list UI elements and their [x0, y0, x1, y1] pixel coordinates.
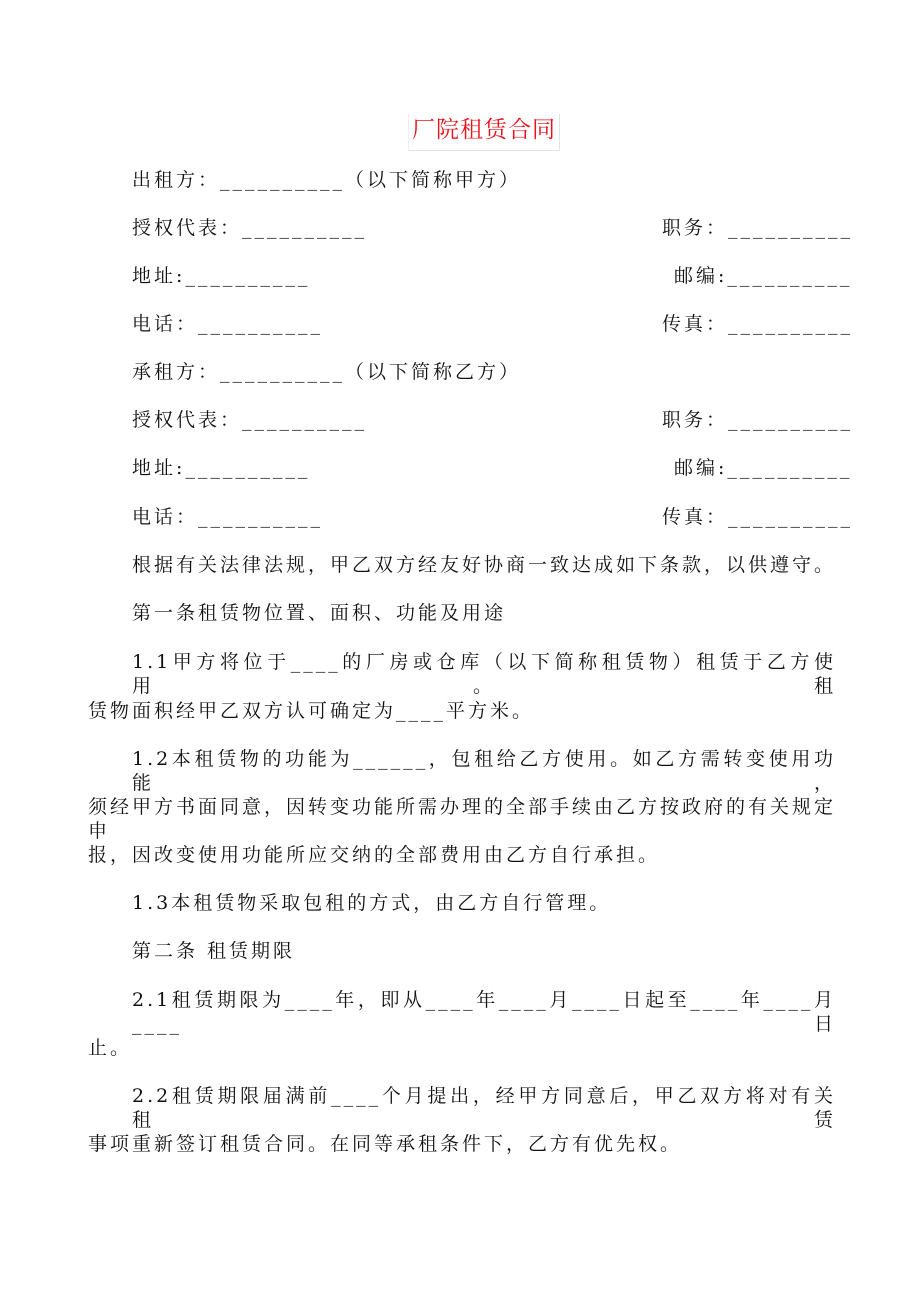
- clause-1-3: 1.3本租赁物采取包租的方式，由乙方自行管理。: [132, 892, 612, 914]
- lessee-party: 承租方：__________（以下简称乙方）: [132, 361, 522, 383]
- lessee-postcode: 邮编:__________: [674, 457, 853, 479]
- lessee-address: 地址:__________: [132, 457, 311, 479]
- clause-2-1-line: 止。: [88, 1037, 133, 1059]
- lessor-position: 职务：__________: [662, 217, 854, 239]
- clause-2-2-line: 2.2租赁期限届满前____个月提出，经甲方同意后，甲乙双方将对有关租赁: [132, 1085, 836, 1131]
- lessor-party: 出租方：__________（以下简称甲方）: [132, 169, 522, 191]
- lessor-postcode: 邮编:__________: [674, 265, 853, 287]
- lessee-position: 职务：__________: [662, 409, 854, 431]
- lessor-rep: 授权代表：__________: [132, 217, 368, 239]
- clause-1-2-line: 须经甲方书面同意，因转变功能所需办理的全部手续由乙方按政府的有关规定申: [88, 796, 837, 842]
- clause-2-2-line: 事项重新签订租赁合同。在同等承租条件下，乙方有优先权。: [88, 1133, 683, 1155]
- lessor-phone: 电话：__________: [132, 313, 324, 335]
- intro: 根据有关法律法规，甲乙双方经友好协商一致达成如下条款，以供遵守。: [132, 554, 837, 576]
- document-title: 厂院租赁合同: [408, 114, 560, 151]
- lessee-phone: 电话：__________: [132, 506, 324, 528]
- clause-1-2-line: 1.2本租赁物的功能为______，包租给乙方使用。如乙方需转变使用功能，: [132, 748, 836, 794]
- lessee-fax: 传真：__________: [662, 506, 854, 528]
- lessor-address: 地址:__________: [132, 265, 311, 287]
- clause-2-1-line: 2.1租赁期限为____年，即从____年____月____日起至____年____月____日: [132, 989, 836, 1035]
- article-2-heading: 第二条 租赁期限: [132, 940, 296, 962]
- clause-1-2-line: 报，因改变使用功能所应交纳的全部费用由乙方自行承担。: [88, 844, 661, 866]
- clause-1-1-line: 1.1甲方将位于____的厂房或仓库（以下简称租赁物）租赁于乙方使用。租: [132, 651, 836, 697]
- article-1-heading: 第一条租赁物位置、面积、功能及用途: [132, 602, 507, 624]
- clause-1-1-line: 赁物面积经甲乙双方认可确定为____平方米。: [88, 700, 535, 722]
- lessee-rep: 授权代表：__________: [132, 409, 368, 431]
- lessor-fax: 传真：__________: [662, 313, 854, 335]
